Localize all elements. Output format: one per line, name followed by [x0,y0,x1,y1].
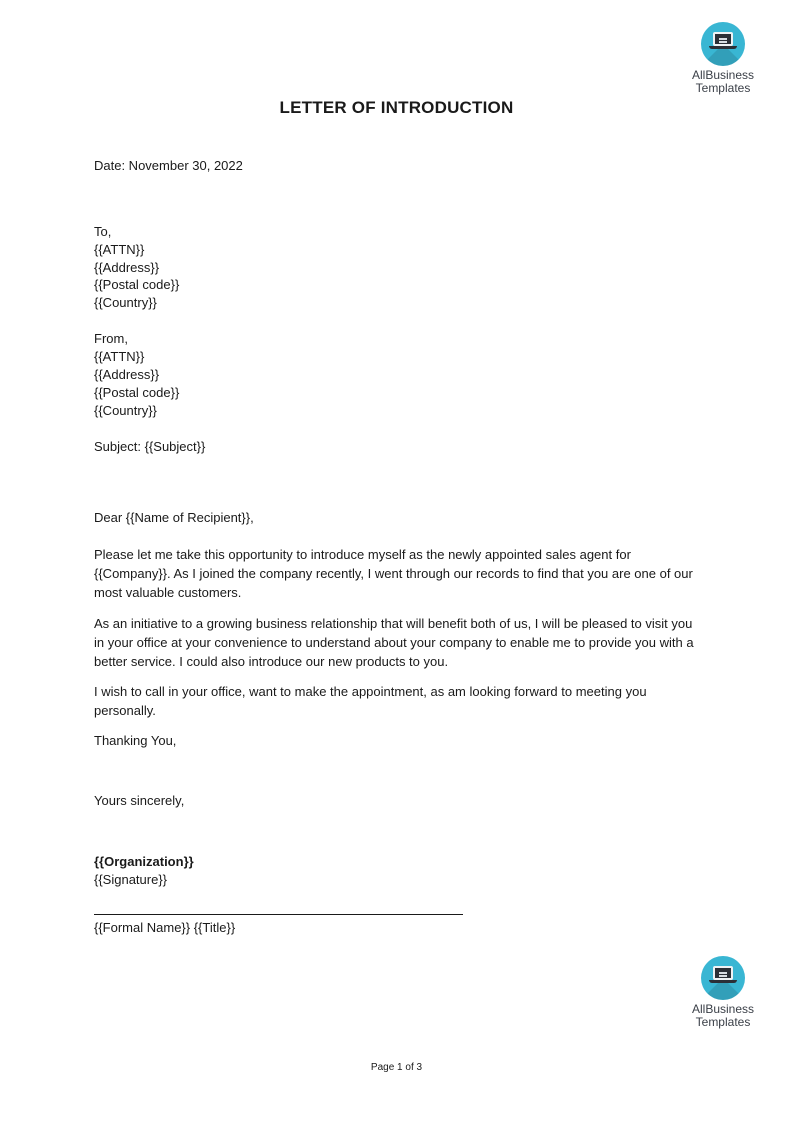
to-country: {{Country}} [94,295,157,310]
page-number: Page 1 of 3 [370,1062,423,1073]
to-heading: To, [94,224,112,239]
thanks-line: Thanking You, [94,733,177,748]
signature-placeholder: {{Signature}} [94,872,168,887]
subject-line: Subject: {{Subject}} [94,439,206,454]
laptop-icon [701,956,745,1000]
brand-logo-top [678,22,768,95]
logo-text-line1: AllBusiness [691,1002,755,1016]
to-address: {{Address}} [94,260,160,275]
to-postal-code: {{Postal code}} [94,277,180,292]
body-paragraph-3: I wish to call in your office, want to make the appointment, as am looking forward to meeting you personally. [94,684,647,718]
from-heading: From, [94,331,128,346]
letter-date: Date: November 30, 2022 [94,158,243,173]
from-attn: {{ATTN}} [94,349,145,364]
formal-name-title: {{Formal Name}} {{Title}} [94,920,236,935]
logo-text-line2: Templates [695,1015,751,1029]
from-country: {{Country}} [94,403,157,418]
from-address: {{Address}} [94,367,160,382]
laptop-icon [701,22,745,66]
organization-placeholder: {{Organization}} [94,854,194,869]
closing-line: Yours sincerely, [94,793,185,808]
body-paragraph-2: As an initiative to a growing business relationship that will benefit both of us, I will be pleased to visit you in your office at your convenience to understand about your company to enable me to provide you with a better service. I could also introduce our new products to you. [94,616,694,669]
letter-title: LETTER OF INTRODUCTION [279,98,514,117]
from-postal-code: {{Postal code}} [94,385,180,400]
body-paragraph-1: Please let me take this opportunity to introduce myself as the newly appointed sales agent for {{Company}}. As I joined the company recently, I went through our records to find that you are one of our most valuable customers. [94,547,693,600]
salutation: Dear {{Name of Recipient}}, [94,510,254,525]
signature-line [94,914,463,915]
logo-text-line1: AllBusiness [691,68,755,82]
logo-text-line2: Templates [695,81,751,95]
brand-logo-bottom [678,956,768,1029]
to-attn: {{ATTN}} [94,242,145,257]
